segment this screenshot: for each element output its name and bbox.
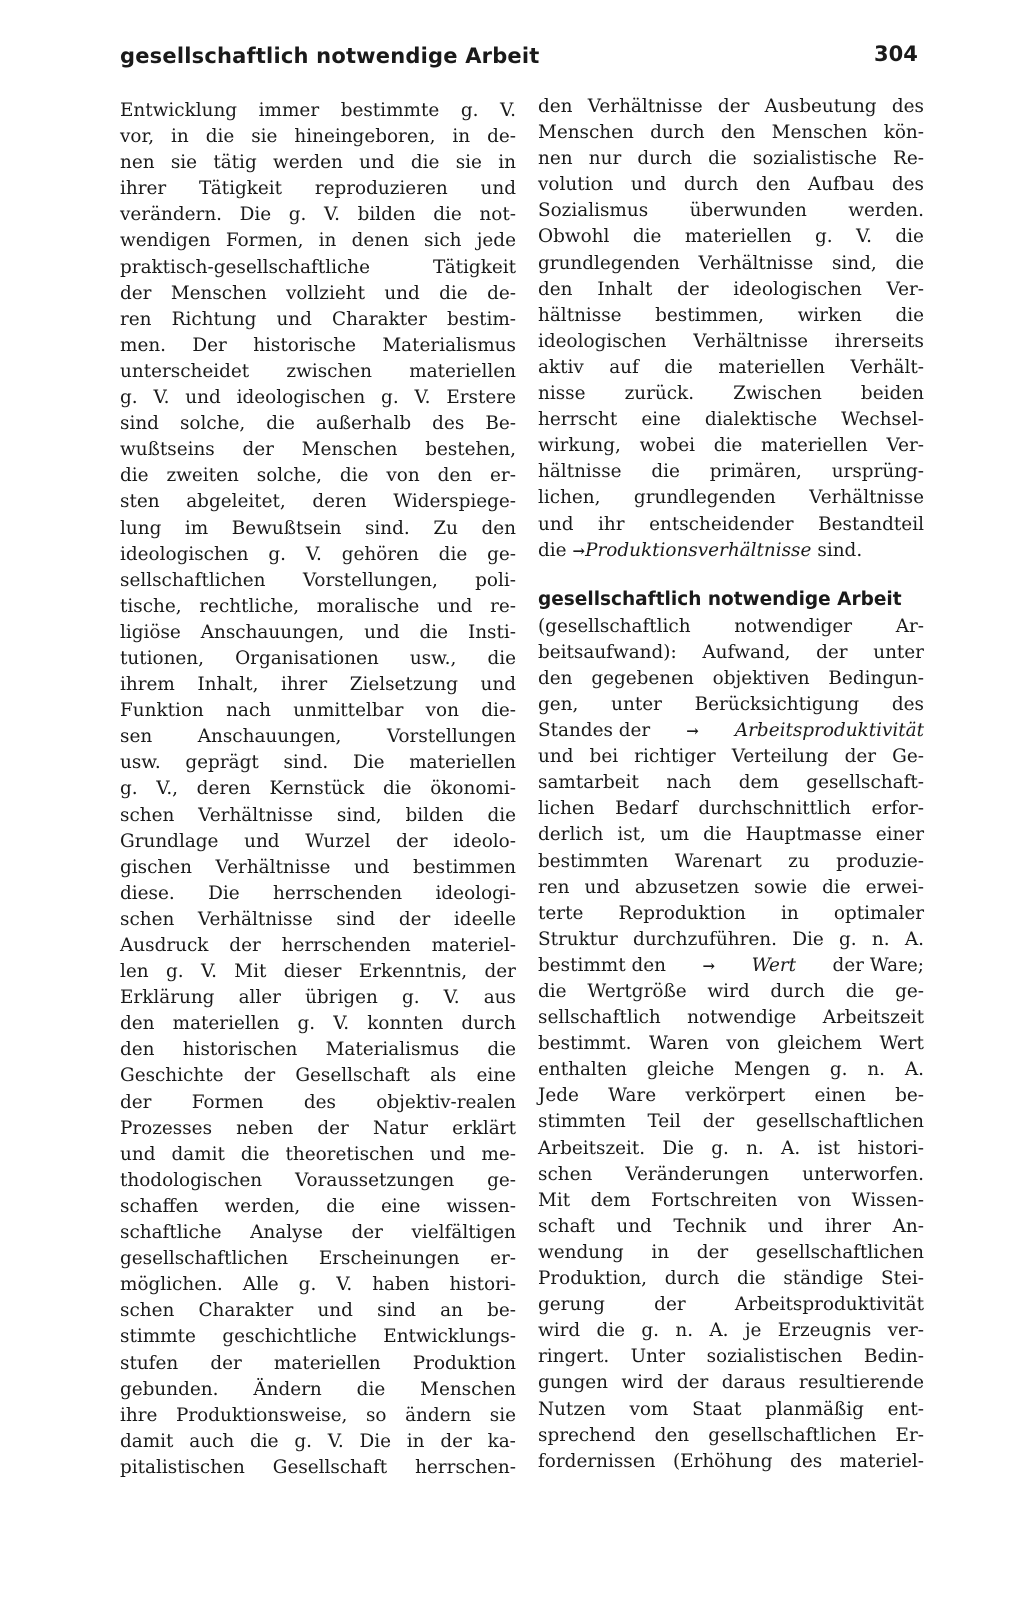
entry-text-line: Jede Ware verkörpert einen be- <box>538 1085 924 1107</box>
text-line: ideologischen g. V. gehören die ge- <box>120 543 516 565</box>
text-line: hältnisse bestimmen, wirken die <box>538 304 924 326</box>
text-line: men. Der historische Materialismus <box>120 334 516 356</box>
text-line: den historischen Materialismus die <box>120 1039 516 1061</box>
text-line: Menschen durch den Menschen kön- <box>538 122 924 144</box>
entry-text-line: Produktion, durch die ständige Stei- <box>538 1268 924 1290</box>
text-line: ideologischen Verhältnisse ihrerseits <box>538 330 924 352</box>
text-line: Prozesses neben der Natur erklärt <box>120 1117 516 1139</box>
text-line: Erklärung aller übrigen g. V. aus <box>120 987 516 1009</box>
entry-text-line: bestimmt. Waren von gleichem Wert <box>538 1033 924 1055</box>
xref-prefix: bestimmt den <box>538 954 666 976</box>
xref-suffix: sind. <box>817 539 863 561</box>
entry-text-line: den gegebenen objektiven Bedingun- <box>538 667 924 689</box>
page-number: 304 <box>874 42 918 66</box>
text-line: ihre Produktionsweise, so ändern sie <box>120 1404 516 1426</box>
running-head-title: gesellschaftlich notwendige Arbeit <box>120 44 540 68</box>
text-line: gischen Verhältnisse und bestimmen <box>120 856 516 878</box>
text-line: tische, rechtliche, moralische und re- <box>120 595 516 617</box>
entry-text-line: schen Veränderungen unterworfen. <box>538 1163 924 1185</box>
text-line: sen Anschauungen, Vorstellungen <box>120 726 516 748</box>
entry-text-line: Nutzen vom Staat planmäßig ent- <box>538 1398 924 1420</box>
text-line: nisse zurück. Zwischen beiden <box>538 383 924 405</box>
entry-text-line: und bei richtiger Verteilung der Ge- <box>538 746 924 768</box>
entry-text-line: Arbeitszeit. Die g. n. A. ist histori- <box>538 1137 924 1159</box>
entry-text-line: terte Reproduktion in optimaler <box>538 902 924 924</box>
entry-text-line: bestimmten Warenart zu produzie- <box>538 850 924 872</box>
arrow-right-icon: → <box>702 956 716 975</box>
text-line: schen Verhältnisse sind, bilden die <box>120 804 516 826</box>
entry-text-line: die Wertgröße wird durch die ge- <box>538 981 924 1002</box>
text-line: usw. geprägt sind. Die materiellen <box>120 752 516 774</box>
text-line: den Inhalt der ideologischen Ver- <box>538 278 924 300</box>
text-line: len g. V. Mit dieser Erkenntnis, der <box>120 961 516 983</box>
text-line: der Menschen vollzieht und die de- <box>120 282 516 304</box>
text-line: thodologischen Voraussetzungen ge- <box>120 1169 516 1191</box>
entry-text-line: wird die g. n. A. je Erzeugnis ver- <box>538 1320 924 1342</box>
text-line: schen Verhältnisse sind der ideelle <box>120 908 516 930</box>
xref-link-produktionsverhaeltnisse[interactable]: Produktionsverhältnisse <box>585 539 812 561</box>
xref-line-produktionsverhaeltnisse <box>538 538 924 564</box>
text-line: hältnisse die primären, ursprüng- <box>538 461 924 483</box>
text-line: tutionen, Organisationen usw., die <box>120 647 516 669</box>
text-line: den Verhältnisse der Ausbeutung des <box>538 96 924 117</box>
entry-text-line: wendung in der gesellschaftlichen <box>538 1241 924 1263</box>
entry-text-line: sprechend den gesellschaftlichen Er- <box>538 1424 924 1446</box>
text-line: den materiellen g. V. konnten durch <box>120 1013 516 1035</box>
entry-text-line: ren und abzusetzen sowie die erwei- <box>538 876 924 898</box>
text-line: volution und durch den Aufbau des <box>538 174 924 196</box>
text-line: und ihr entscheidender Bestandteil <box>538 513 924 535</box>
text-line: ihrem Inhalt, ihrer Zielsetzung und <box>120 674 516 696</box>
text-line: nen nur durch die sozialistische Re- <box>538 148 924 170</box>
text-line: Grundlage und Wurzel der ideolo- <box>120 830 516 852</box>
text-line: sind solche, die außerhalb des Be- <box>120 413 516 435</box>
text-line: schaffen werden, die eine wissen- <box>120 1195 516 1217</box>
entry-text-line: samtarbeit nach dem gesellschaft- <box>538 772 924 794</box>
text-line: praktisch-gesellschaftliche Tätigkeit <box>120 256 516 278</box>
xref-line-wert <box>538 953 924 979</box>
entry-text-line: Struktur durchzuführen. Die g. n. A. <box>538 928 924 950</box>
entry-text-line: enthalten gleiche Mengen g. n. A. <box>538 1059 924 1081</box>
text-line: stimmte geschichtliche Entwicklungs- <box>120 1326 516 1348</box>
entry-text-line: schaft und Technik und ihrer An- <box>538 1215 924 1237</box>
text-line: schen Charakter und sind an be- <box>120 1300 516 1322</box>
text-line: g. V., deren Kernstück die ökonomi- <box>120 778 516 800</box>
text-line: Geschichte der Gesellschaft als eine <box>120 1065 516 1087</box>
text-line: pitalistischen Gesellschaft herrschen- <box>120 1456 516 1478</box>
text-line: aktiv auf die materiellen Verhält- <box>538 356 924 378</box>
text-line: unterscheidet zwischen materiellen <box>120 360 516 382</box>
text-line: lung im Bewußtsein sind. Zu den <box>120 517 516 539</box>
entry-text-line: ringert. Unter sozialistischen Bedin- <box>538 1346 924 1368</box>
text-line: wußtseins der Menschen bestehen, <box>120 439 516 461</box>
entry-spacer <box>538 564 924 586</box>
text-line: ihrer Tätigkeit reproduzieren und <box>120 178 516 200</box>
xref-link-wert[interactable]: Wert <box>751 954 797 976</box>
arrow-right-icon: → <box>572 541 586 560</box>
text-line: grundlegenden Verhältnisse sind, die <box>538 252 924 274</box>
entry-text-line: gerung der Arbeitsproduktivität <box>538 1294 924 1316</box>
text-line: die zweiten solche, die von den er- <box>120 465 516 487</box>
text-line: gesellschaftlichen Erscheinungen er- <box>120 1248 516 1270</box>
text-line: wirkung, wobei die materiellen Ver- <box>538 435 924 457</box>
text-line: verändern. Die g. V. bilden die not- <box>120 204 516 226</box>
xref-link-arbeitsproduktivitaet[interactable]: Arbeitsproduktivität <box>734 720 924 742</box>
text-line: lichen, grundlegenden Verhältnisse <box>538 487 924 509</box>
left-column <box>120 98 516 1481</box>
entry-text-line: gungen wird der daraus resultierende <box>538 1372 924 1394</box>
text-line: Sozialismus überwunden werden. <box>538 200 924 222</box>
text-line: stufen der materiellen Produktion <box>120 1352 516 1374</box>
arrow-right-icon: → <box>686 722 699 741</box>
text-line: der Formen des objektiv-realen <box>120 1091 516 1113</box>
text-line: herrscht eine dialektische Wechsel- <box>538 409 924 431</box>
entry-text-line: sellschaftlich notwendige Arbeitszeit <box>538 1007 924 1029</box>
text-line: ren Richtung und Charakter bestim- <box>120 308 516 330</box>
text-line: und damit die theoretischen und me- <box>120 1143 516 1165</box>
text-line: schaftliche Analyse der vielfältigen <box>120 1222 516 1244</box>
entry-text-line: (gesellschaftlich notwendiger Ar- <box>538 615 924 637</box>
text-line: wendigen Formen, in denen sich jede <box>120 230 516 252</box>
xref-suffix: der Ware; <box>832 954 924 976</box>
xref-prefix: Standes der <box>538 720 651 742</box>
text-line: gebunden. Ändern die Menschen <box>120 1378 516 1400</box>
entry-text-line: lichen Bedarf durchschnittlich erfor- <box>538 798 924 820</box>
xref-line-arbeitsproduktivitaet <box>538 718 924 744</box>
text-line: Ausdruck der herrschenden materiel- <box>120 935 516 956</box>
text-line: ligiöse Anschauungen, und die Insti- <box>120 621 516 643</box>
text-line: sellschaftlichen Vorstellungen, poli- <box>120 569 516 591</box>
text-line: Funktion nach unmittelbar von die- <box>120 700 516 722</box>
text-line: nen sie tätig werden und die sie in <box>120 152 516 174</box>
entry-text-line: gen, unter Berücksichtigung des <box>538 693 924 715</box>
entry-text-line: stimmten Teil der gesellschaftlichen <box>538 1111 924 1133</box>
entry-headword: gesellschaftlich notwendige Arbeit <box>538 588 902 610</box>
text-line: möglichen. Alle g. V. haben histori- <box>120 1274 516 1296</box>
text-line: g. V. und ideologischen g. V. Erstere <box>120 387 516 409</box>
text-line: damit auch die g. V. Die in der ka- <box>120 1430 516 1452</box>
text-line: diese. Die herrschenden ideologi- <box>120 882 516 904</box>
text-line: sten abgeleitet, deren Widerspiege- <box>120 491 516 513</box>
entry-text-line: beitsaufwand): Aufwand, der unter <box>538 641 924 663</box>
entry-text-line: Mit dem Fortschreiten von Wissen- <box>538 1189 924 1211</box>
text-line: Entwicklung immer bestimmte g. V. <box>120 100 516 121</box>
text-line: Obwohl die materiellen g. V. die <box>538 226 924 248</box>
text-line: vor, in die sie hineingeboren, in de- <box>120 126 516 148</box>
right-column <box>538 94 924 1475</box>
entry-text-line: fordernissen (Erhöhung des materiel- <box>538 1450 924 1472</box>
entry-text-line: derlich ist, um die Hauptmasse einer <box>538 824 924 846</box>
xref-prefix: die <box>538 539 567 561</box>
